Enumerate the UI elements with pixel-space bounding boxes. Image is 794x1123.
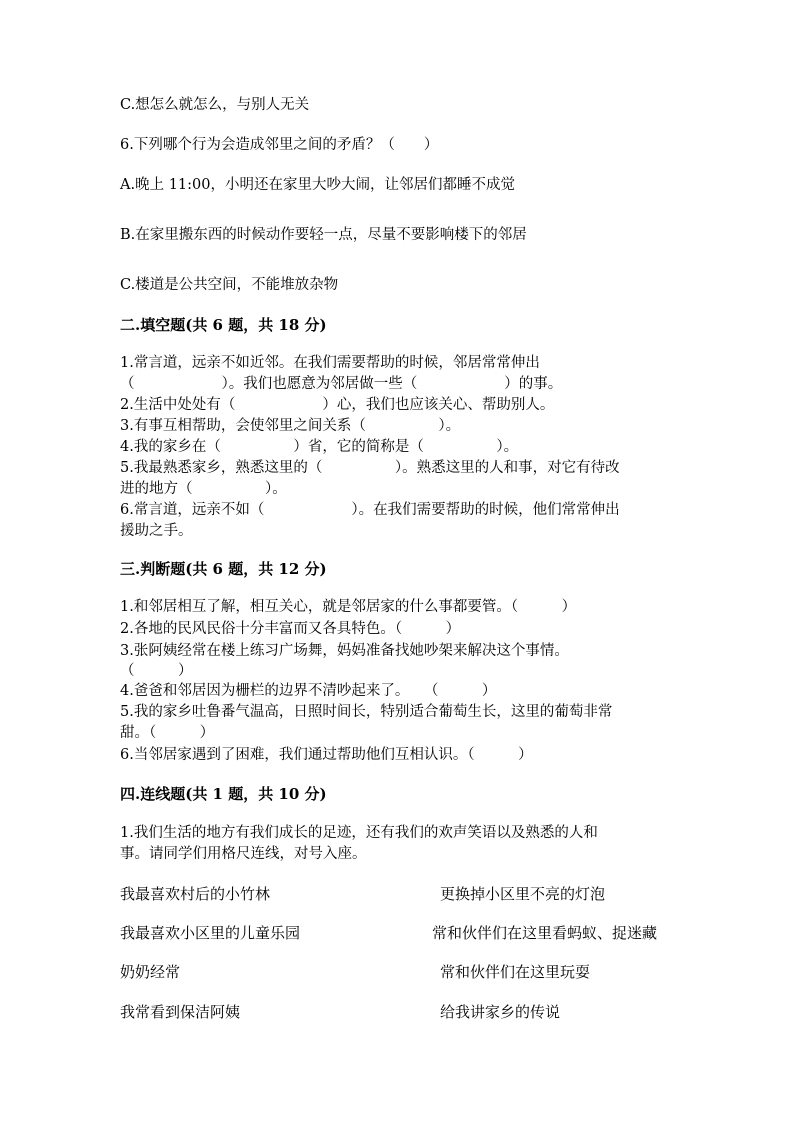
true-false-line: 4.爸爸和邻居因为栅栏的边界不清吵起来了。 （ ） xyxy=(120,683,497,699)
fill-in-line: 进的地方（ ）。 xyxy=(120,481,287,497)
option-c-previous: C.想怎么就怎么，与别人无关 xyxy=(120,97,310,113)
true-false-line: 2.各地的民风民俗十分丰富而又各具特色。（ ） xyxy=(120,621,461,637)
question-6-option-c: C.楼道是公共空间，不能堆放杂物 xyxy=(120,277,339,293)
question-6-option-a: A.晚上 11:00，小明还在家里大吵大闹，让邻居们都睡不成觉 xyxy=(120,177,515,193)
fill-in-line: 4.我的家乡在（ ）省，它的简称是（ ）。 xyxy=(120,439,519,455)
match-left-item: 我最喜欢小区里的儿童乐园 xyxy=(120,924,301,942)
fill-in-line: 援助之手。 xyxy=(120,523,193,539)
section-matching-heading: 四.连线题(共 1 题，共 10 分) xyxy=(120,785,327,803)
match-right-item: 更换掉小区里不亮的灯泡 xyxy=(440,885,606,903)
question-6: 6.下列哪个行为会造成邻里之间的矛盾？（ ） xyxy=(120,137,439,153)
section-true-false-heading: 三.判断题(共 6 题，共 12 分) xyxy=(120,560,327,578)
match-left-item: 我常看到保洁阿姨 xyxy=(120,1003,241,1021)
match-right-item: 常和伙伴们在这里玩耍 xyxy=(440,963,591,981)
matching-question-line: 1.我们生活的地方有我们成长的足迹，还有我们的欢声笑语以及熟悉的人和 xyxy=(120,825,598,841)
section-fill-in-heading: 二.填空题(共 6 题，共 18 分) xyxy=(120,316,327,334)
true-false-line: 3.张阿姨经常在楼上练习广场舞，妈妈准备找她吵架来解决这个事情。 xyxy=(120,643,569,659)
fill-in-line: （ ）。我们也愿意为邻居做一些（ ）的事。 xyxy=(120,376,563,392)
true-false-line: （ ） xyxy=(120,663,193,679)
match-right-item: 给我讲家乡的传说 xyxy=(440,1003,561,1021)
matching-question-line: 事。请同学们用格尺连线，对号入座。 xyxy=(120,846,367,862)
true-false-line: 1.和邻居相互了解，相互关心，就是邻居家的什么事都要管。（ ） xyxy=(120,599,577,615)
fill-in-line: 6.常言道，远亲不如（ ）。在我们需要帮助的时候，他们常常伸出 xyxy=(120,502,620,518)
true-false-line: 6.当邻居家遇到了困难，我们通过帮助他们互相认识。（ ） xyxy=(120,747,533,763)
fill-in-line: 5.我最熟悉家乡，熟悉这里的（ ）。熟悉这里的人和事，对它有待改 xyxy=(120,460,620,476)
fill-in-line: 3.有事互相帮助，会使邻里之间关系（ ）。 xyxy=(120,418,461,434)
match-left-item: 奶奶经常 xyxy=(120,963,181,981)
match-right-item: 常和伙伴们在这里看蚂蚁、捉迷藏 xyxy=(432,924,658,942)
true-false-line: 甜。（ ） xyxy=(120,725,215,741)
match-left-item: 我最喜欢村后的小竹林 xyxy=(120,885,271,903)
true-false-line: 5.我的家乡吐鲁番气温高，日照时间长，特别适合葡萄生长，这里的葡萄非常 xyxy=(120,704,613,720)
fill-in-line: 1.常言道，远亲不如近邻。在我们需要帮助的时候，邻居常常伸出 xyxy=(120,355,540,371)
fill-in-line: 2.生活中处处有（ ）心，我们也应该关心、帮助别人。 xyxy=(120,397,555,413)
question-6-option-b: B.在家里搬东西的时候动作要轻一点，尽量不要影响楼下的邻居 xyxy=(120,227,527,243)
